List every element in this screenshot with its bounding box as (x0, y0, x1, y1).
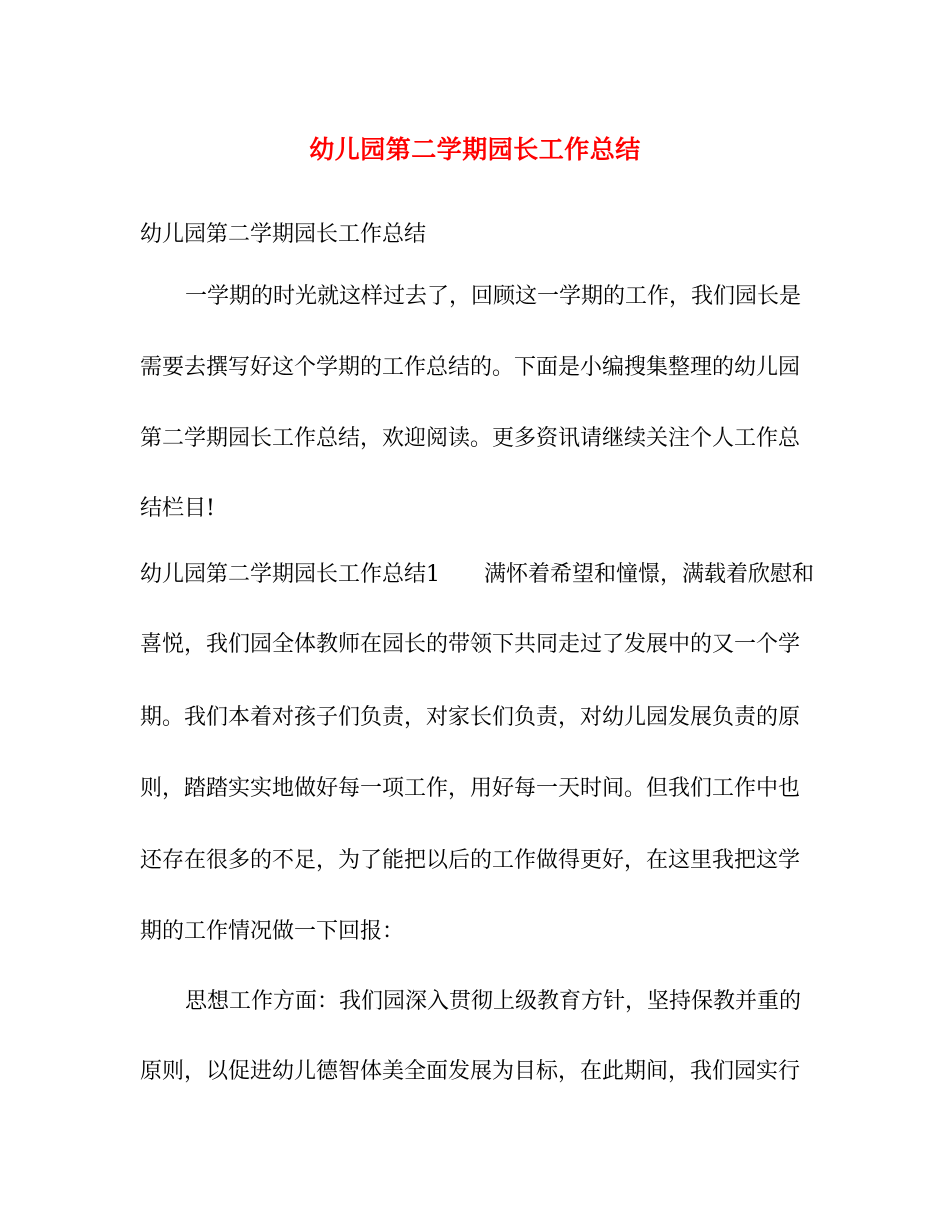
paragraph-line: 期。我们本着对孩子们负责，对家长们负责，对幼儿园发展负责的原 (140, 705, 801, 730)
paragraph-line: 期的工作情况做一下回报： (140, 919, 405, 944)
paragraph-line: 结栏目! (140, 496, 215, 521)
paragraph-line: 第二学期园长工作总结，欢迎阅读。更多资讯请继续关注个人工作总 (140, 426, 801, 451)
paragraph-line: 一学期的时光就这样过去了，回顾这一学期的工作，我们园长是 (185, 284, 802, 309)
paragraph-line: 原则，以促进幼儿德智体美全面发展为目标，在此期间，我们园实行 (140, 1059, 801, 1084)
paragraph-line: 需要去撰写好这个学期的工作总结的。下面是小编搜集整理的幼儿园 (140, 355, 801, 380)
paragraph-start: 满怀着希望和憧憬，满载着欣慰和 (484, 562, 815, 587)
paragraph-line: 喜悦，我们园全体教师在园长的带领下共同走过了发展中的又一个学 (140, 632, 801, 657)
section-line (140, 560, 814, 590)
document-title: 幼儿园第二学期园长工作总结 (309, 135, 641, 164)
paragraph-line: 还存在很多的不足，为了能把以后的工作做得更好，在这里我把这学 (140, 848, 801, 873)
paragraph-line: 思想工作方面：我们园深入贯彻上级教育方针，坚持保教并重的 (185, 989, 802, 1014)
paragraph-line: 则，踏踏实实地做好每一项工作，用好每一天时间。但我们工作中也 (140, 776, 801, 801)
subtitle-line: 幼儿园第二学期园长工作总结 (140, 222, 427, 247)
section-heading: 幼儿园第二学期园长工作总结1 (140, 562, 440, 587)
